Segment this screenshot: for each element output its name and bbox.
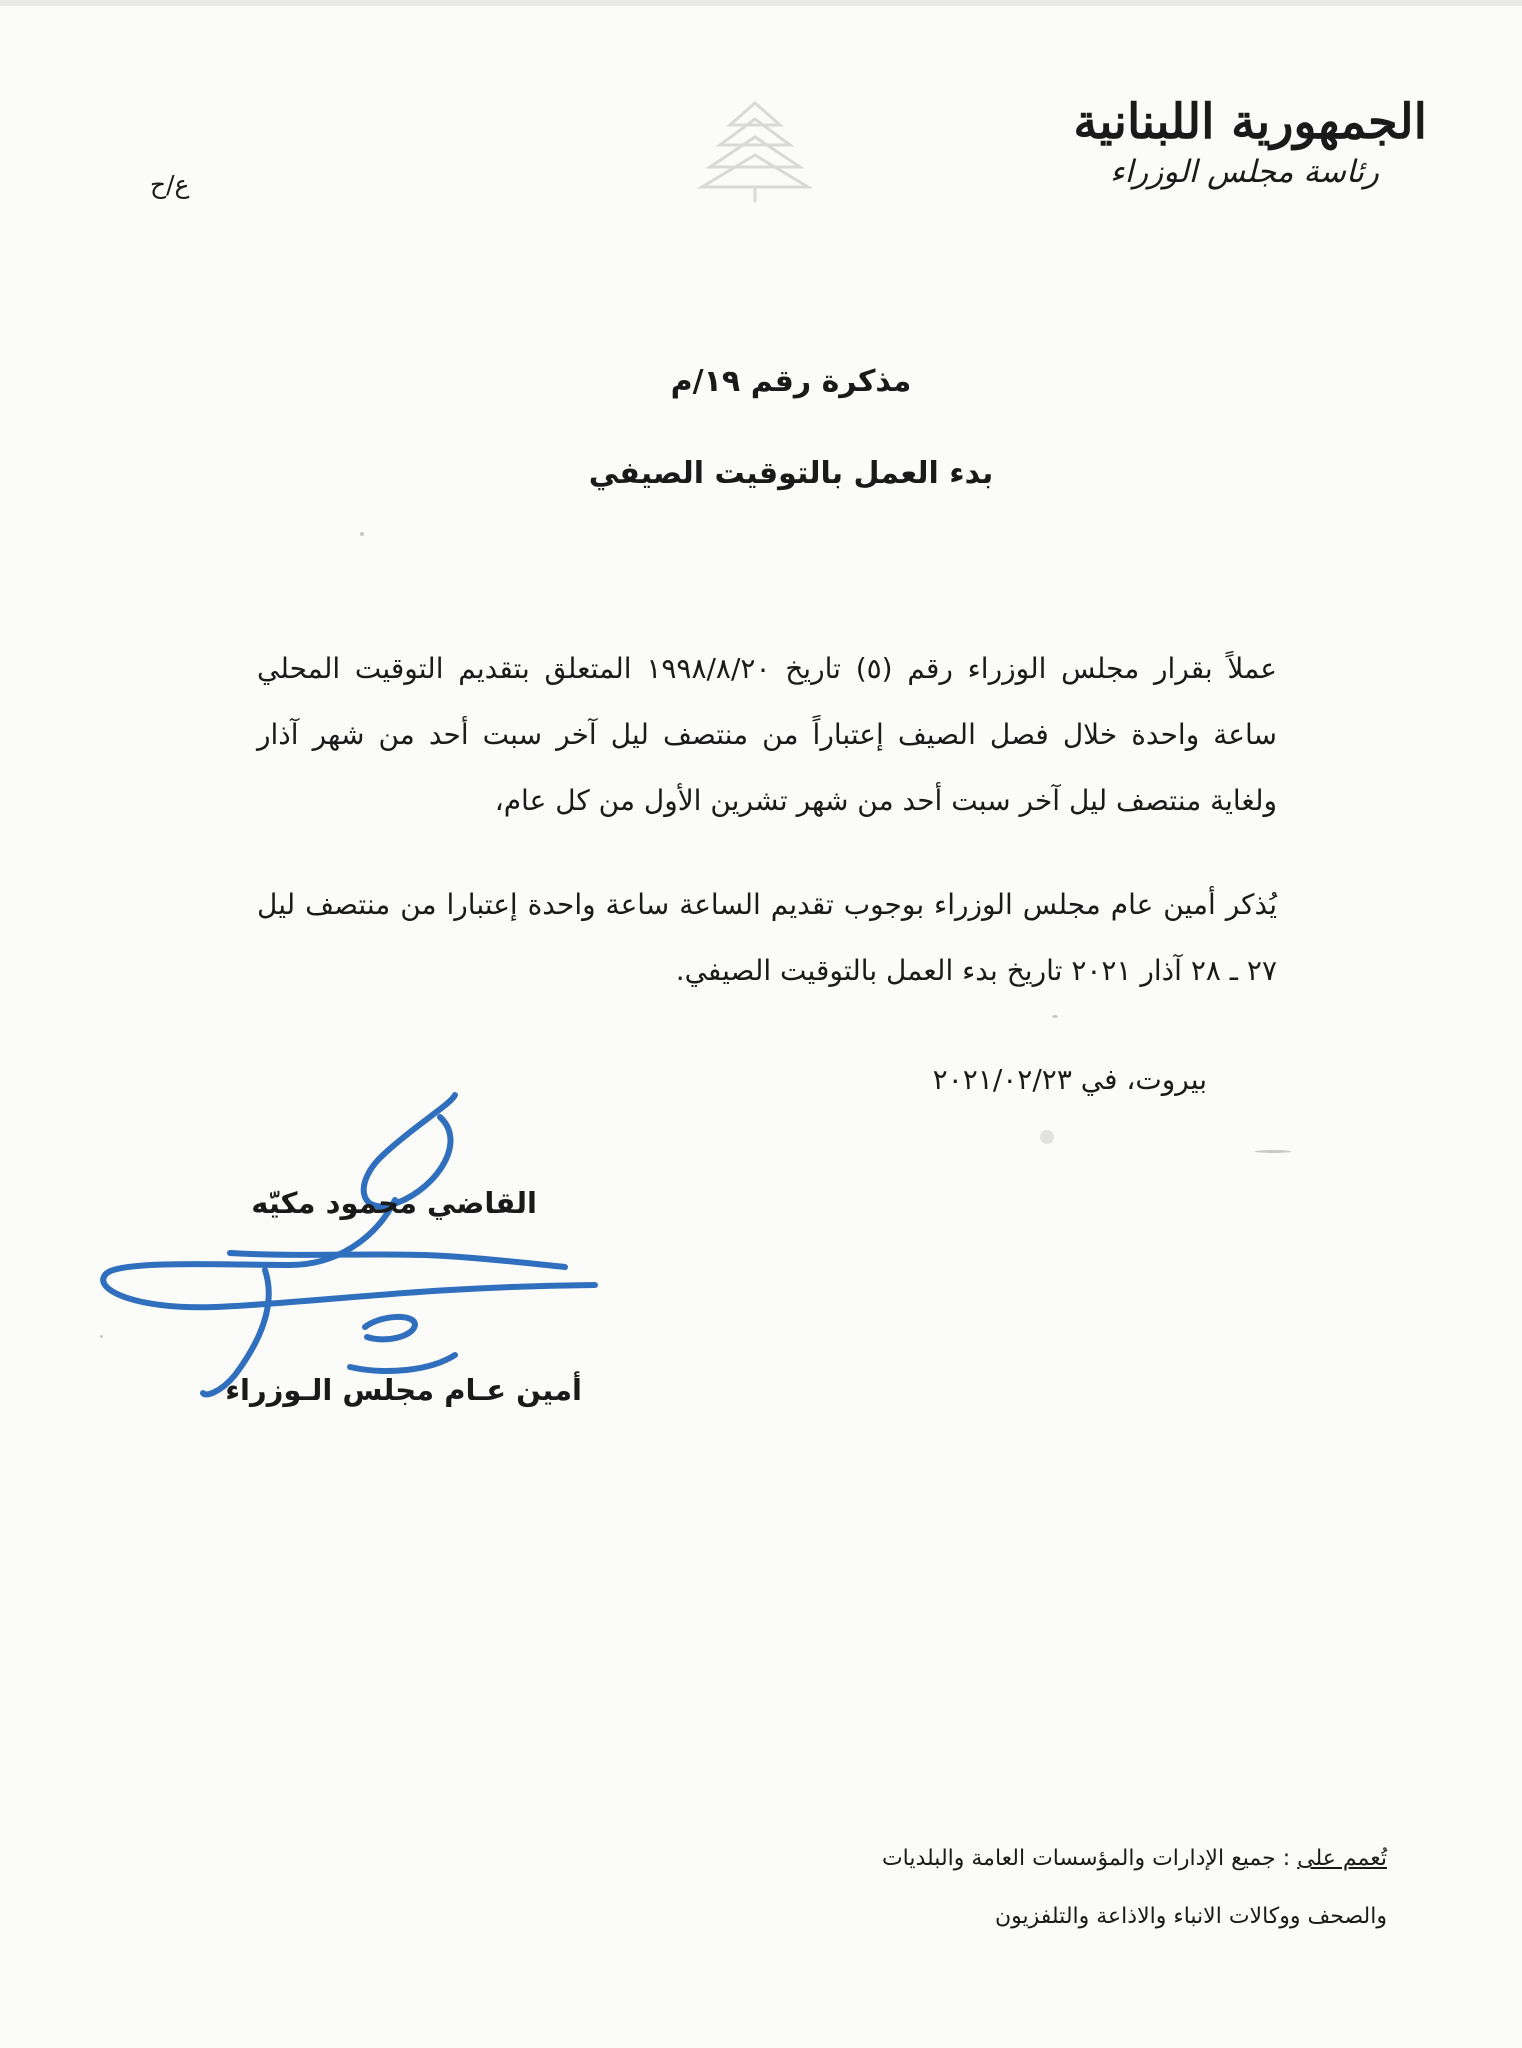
distribution-recipients-1: جميع الإدارات والمؤسسات العامة والبلديات xyxy=(881,1846,1276,1871)
scan-speck xyxy=(1255,1150,1291,1153)
signatory-title: أمين عـام مجلس الـوزراء xyxy=(225,1373,582,1407)
distribution-list xyxy=(827,1830,1387,1946)
presidency-name: رئاسة مجلس الوزراء xyxy=(1110,154,1379,190)
memo-subject: بدء العمل بالتوقيت الصيفي xyxy=(588,456,994,491)
body-paragraph-2: يُذكر أمين عام مجلس الوزراء بوجوب تقديم الساعة ساعة واحدة إعتبارا من منتصف ليل ٢٧ ـ ٢٨ آذار ٢٠٢١ تاريخ بدء العمل بالتوقيت الصيفي. xyxy=(257,888,1277,987)
handwritten-signature xyxy=(95,1075,615,1405)
scan-speck xyxy=(360,532,364,536)
scan-speck xyxy=(100,1335,103,1338)
distribution-separator: : xyxy=(1275,1846,1298,1871)
reference-code: ع/ح xyxy=(150,170,190,199)
memo-number: مذكرة رقم ١٩/م xyxy=(670,364,912,399)
place-and-date: بيروت، في ٢٠٢١/٠٢/٢٣ xyxy=(932,1063,1207,1096)
distribution-line-1 xyxy=(827,1830,1387,1888)
republic-name: الجمهورية اللبنانية xyxy=(1073,94,1427,150)
scan-speck xyxy=(1040,1130,1054,1144)
letterhead xyxy=(1067,92,1427,192)
distribution-recipients-2: والصحف ووكالات الانباء والاذاعة والتلفزيون xyxy=(994,1904,1387,1929)
cedar-emblem-icon xyxy=(690,95,820,205)
scan-edge xyxy=(0,0,1522,6)
scan-speck xyxy=(1052,1015,1058,1018)
distribution-label: تُعمم على xyxy=(1297,1846,1387,1871)
signatory-name: القاضي محمود مكيّه xyxy=(251,1186,537,1220)
body-paragraph-1: عملاً بقرار مجلس الوزراء رقم (٥) تاريخ ١٩٩٨/٨/٢٠ المتعلق بتقديم التوقيت المحلي ساعة واحدة خلال فصل الصيف إعتباراً من منتصف ليل آخر سبت أحد من شهر آذار ولغاية منتصف ليل آخر سبت أحد من شهر تشرين الأول من كل عام، xyxy=(257,652,1277,817)
